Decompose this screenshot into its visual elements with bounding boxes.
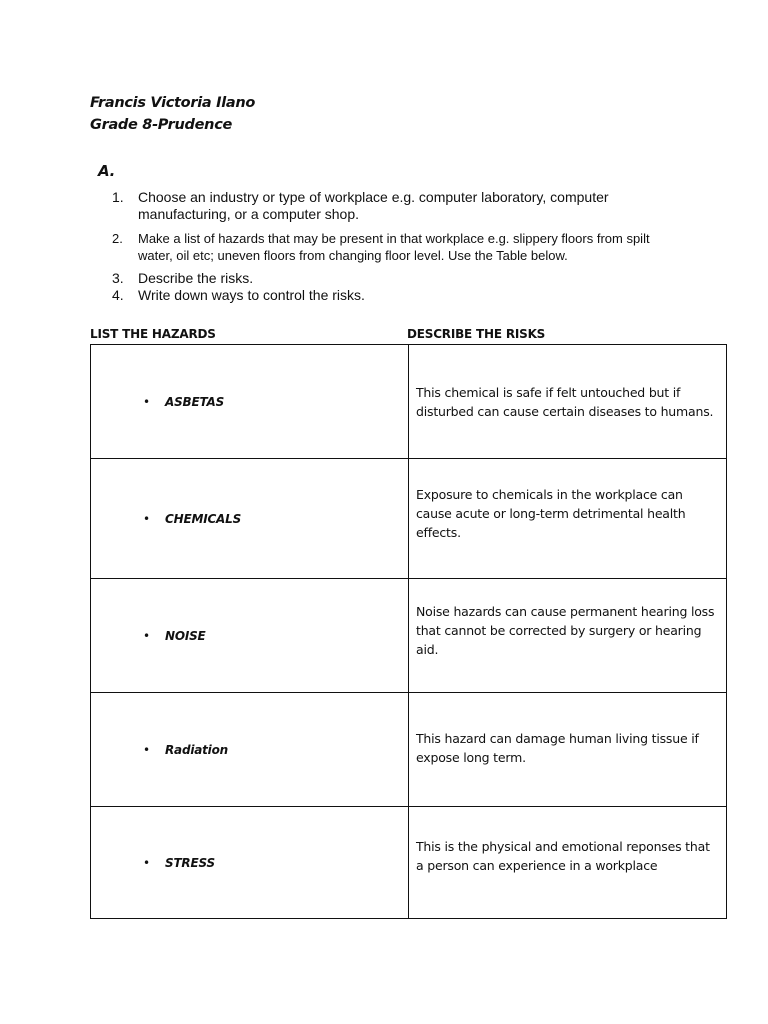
instruction-item <box>112 189 672 222</box>
hazard-cell <box>91 345 409 459</box>
instruction-number: 1. <box>112 189 124 205</box>
risk-cell <box>409 579 727 693</box>
hazard-name: ASBETAS <box>165 394 225 409</box>
risk-description: This chemical is safe if felt untouched but if disturbed can cause certain diseases to humans. <box>416 384 714 419</box>
bullet-icon: • <box>143 628 151 643</box>
instruction-number: 2. <box>112 231 123 246</box>
risk-description: Exposure to chemicals in the workplace can cause acute or long-term detrimental health effects. <box>416 487 686 540</box>
hazard-name: NOISE <box>165 628 206 643</box>
risk-description: This hazard can damage human living tissue if expose long term. <box>416 730 699 765</box>
table-row <box>91 579 727 693</box>
hazard-cell <box>91 579 409 693</box>
instruction-text: Describe the risks. <box>138 270 254 286</box>
instruction-number: 3. <box>112 270 124 286</box>
bullet-icon: • <box>143 511 151 526</box>
instruction-text: Choose an industry or type of workplace e.g. computer laboratory, computer manufacturing, or a computer shop. <box>138 189 609 222</box>
hazards-table <box>90 344 727 919</box>
hazard-cell <box>91 807 409 919</box>
instruction-text: Write down ways to control the risks. <box>138 287 365 303</box>
hazard-name: CHEMICALS <box>165 511 242 526</box>
hazard-name: STRESS <box>165 855 215 870</box>
table-row <box>91 693 727 807</box>
bullet-icon: • <box>143 855 151 870</box>
student-grade: Grade 8-Prudence <box>90 117 233 133</box>
table-row <box>91 345 727 459</box>
hazards-column-header: LIST THE HAZARDS <box>90 327 216 341</box>
instruction-number: 4. <box>112 287 124 303</box>
risk-description: Noise hazards can cause permanent hearing loss that cannot be corrected by surgery or hearing aid. <box>416 604 715 657</box>
table-row <box>91 459 727 579</box>
hazard-cell <box>91 693 409 807</box>
instruction-text: Make a list of hazards that may be present in that workplace e.g. slippery floors from spilt water, oil etc; uneven floors from changing floor level. Use the Table below. <box>138 231 650 263</box>
student-name: Francis Victoria Ilano <box>90 95 256 111</box>
risk-cell <box>409 807 727 919</box>
section-label: A. <box>98 162 115 180</box>
hazard-name: Radiation <box>165 742 228 757</box>
bullet-icon: • <box>143 394 151 409</box>
instruction-item <box>112 270 672 287</box>
hazard-cell <box>91 459 409 579</box>
risk-cell <box>409 693 727 807</box>
instruction-item <box>112 287 672 304</box>
risk-description: This is the physical and emotional reponses that a person can experience in a workplace <box>416 838 710 873</box>
risk-cell <box>409 345 727 459</box>
risks-column-header: DESCRIBE THE RISKS <box>407 327 546 341</box>
instruction-item <box>112 231 672 264</box>
table-row <box>91 807 727 919</box>
risk-cell <box>409 459 727 579</box>
bullet-icon: • <box>143 742 151 757</box>
